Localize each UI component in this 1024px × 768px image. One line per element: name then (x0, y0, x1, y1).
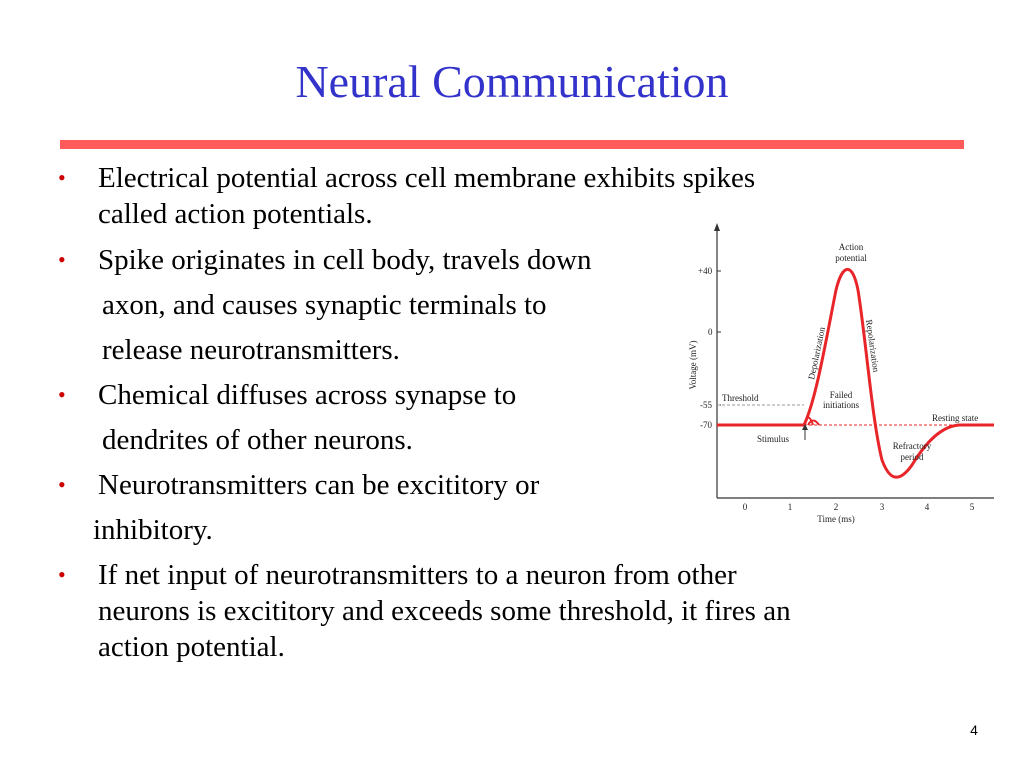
slide-title: Neural Communication (295, 56, 729, 107)
bullet-3-line-2: dendrites of other neurons. (102, 424, 413, 456)
depolarization-label: Depolarization (806, 326, 828, 381)
x-tick-label: 5 (969, 502, 975, 512)
action-potential-label: potential (835, 253, 867, 263)
x-tick-label: 4 (924, 502, 930, 512)
failed-initiations-label: Failed (829, 390, 853, 400)
bullet-4-line-2: inhibitory. (93, 514, 213, 546)
page-number: 4 (970, 722, 978, 738)
repolarization-label: Repolarization (864, 318, 882, 373)
failed-initiations-label: initiations (823, 400, 859, 410)
bullet-3-line-1: Chemical diffuses across synapse to (98, 379, 517, 411)
bullet-2-line-3: release neurotransmitters. (102, 334, 400, 366)
stimulus-label: Stimulus (757, 434, 790, 444)
x-axis-label: Time (ms) (817, 514, 855, 524)
bullet-5-line-3: action potential. (98, 631, 285, 663)
refractory-period-label: period (900, 452, 924, 462)
x-tick-label: 0 (742, 502, 748, 512)
bullet-5-line-2: neurons is excititory and exceeds some threshold, it fires an (98, 595, 791, 627)
action-potential-figure (686, 220, 996, 530)
refractory-period-label: Refractory (892, 441, 932, 451)
bullet-1-line-2: called action potentials. (98, 198, 373, 230)
resting-state-label: Resting state (932, 413, 979, 423)
bullet-marker: • (58, 247, 66, 272)
bullet-4-line-1: Neurotransmitters can be excititory or (98, 469, 540, 501)
threshold-label: Threshold (722, 393, 759, 403)
bullet-2-line-2: axon, and causes synaptic terminals to (102, 289, 547, 321)
y-tick-label: +40 (698, 266, 713, 276)
x-tick-label: 1 (787, 502, 793, 512)
bullet-1-line-1: Electrical potential across cell membrane exhibits spikes (98, 162, 756, 194)
bullet-marker: • (58, 382, 66, 407)
title-divider (60, 140, 964, 149)
y-axis-arrow-icon (714, 223, 720, 231)
bullet-2-line-1: Spike originates in cell body, travels down (98, 244, 592, 276)
action-potential-label: Action (838, 242, 864, 252)
y-tick-label: -55 (700, 400, 712, 410)
bullet-5-line-1: If net input of neurotransmitters to a neuron from other (98, 559, 737, 591)
y-tick-label: 0 (708, 327, 713, 337)
bullet-marker: • (58, 562, 66, 587)
y-tick-label: -70 (700, 420, 712, 430)
x-tick-label: 2 (833, 502, 839, 512)
bullet-marker: • (58, 165, 66, 190)
y-axis-label: Voltage (mV) (688, 340, 698, 390)
bullet-marker: • (58, 472, 66, 497)
action-potential-trace (717, 269, 994, 477)
x-tick-label: 3 (879, 502, 885, 512)
